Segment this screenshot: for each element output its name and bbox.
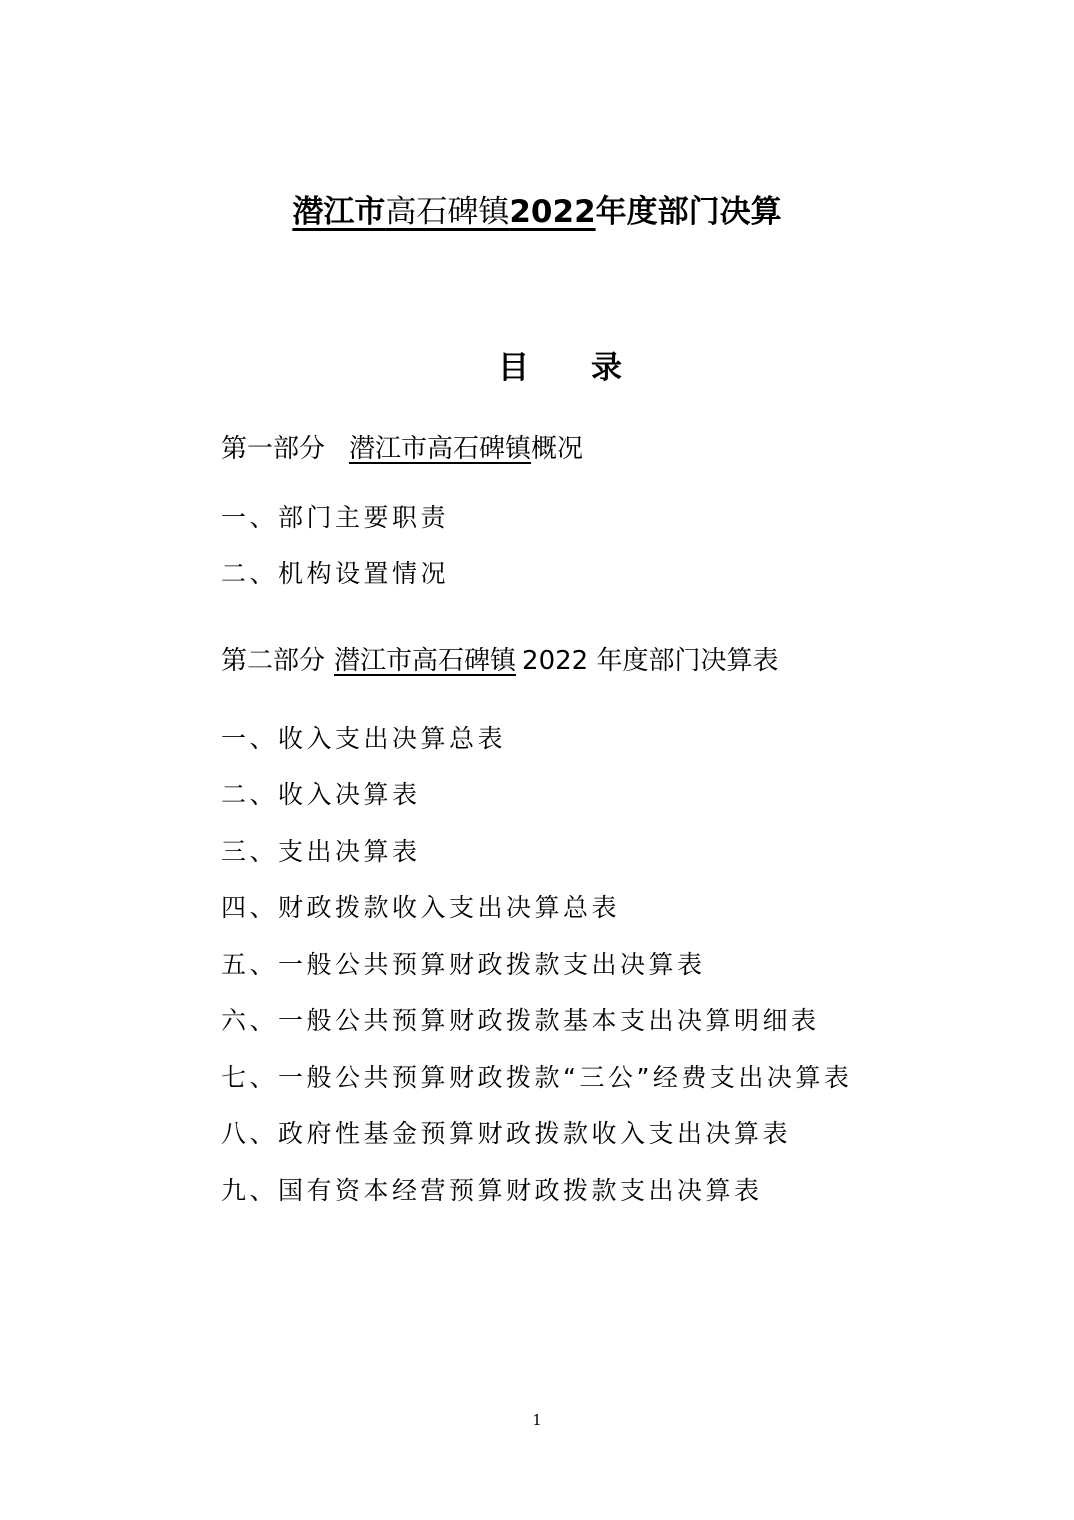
part2-item: 三、支出决算表 xyxy=(221,837,421,866)
part2-item: 六、一般公共预算财政拨款基本支出决算明细表 xyxy=(221,1006,820,1035)
title-prefix: 潜江市 xyxy=(292,194,386,230)
part2-suffix: 2022 年度部门决算表 xyxy=(522,646,779,676)
part2-item: 七、一般公共预算财政拨款“三公”经费支出决算表 xyxy=(221,1063,853,1092)
page-number: 1 xyxy=(532,1411,542,1429)
title-suffix: 年度部门决算 xyxy=(595,194,782,230)
part1-item: 一、部门主要职责 xyxy=(221,503,450,532)
document-title xyxy=(0,190,1074,234)
title-org-name: 高石碑镇 xyxy=(385,194,510,230)
part1-label: 第一部分 xyxy=(221,434,326,464)
toc-heading: 目录 xyxy=(498,350,684,386)
title-underlined xyxy=(292,194,595,230)
part2-item: 二、收入决算表 xyxy=(221,780,421,809)
part2-item: 五、一般公共预算财政拨款支出决算表 xyxy=(221,950,706,979)
part1-heading xyxy=(221,431,583,467)
part2-item: 九、国有资本经营预算财政拨款支出决算表 xyxy=(221,1176,763,1205)
part1-org: 潜江市高石碑镇 xyxy=(349,434,532,464)
part1-suffix: 概况 xyxy=(531,434,584,464)
part2-item: 四、财政拨款收入支出决算总表 xyxy=(221,893,621,922)
part1-item: 二、机构设置情况 xyxy=(221,559,450,588)
part2-label: 第二部分 xyxy=(221,646,326,676)
part2-item: 一、收入支出决算总表 xyxy=(221,724,507,753)
part2-item: 八、政府性基金预算财政拨款收入支出决算表 xyxy=(221,1119,792,1148)
part2-heading xyxy=(221,643,778,679)
title-year: 2022 xyxy=(509,194,596,230)
part2-org: 潜江市高石碑镇 xyxy=(334,646,517,676)
